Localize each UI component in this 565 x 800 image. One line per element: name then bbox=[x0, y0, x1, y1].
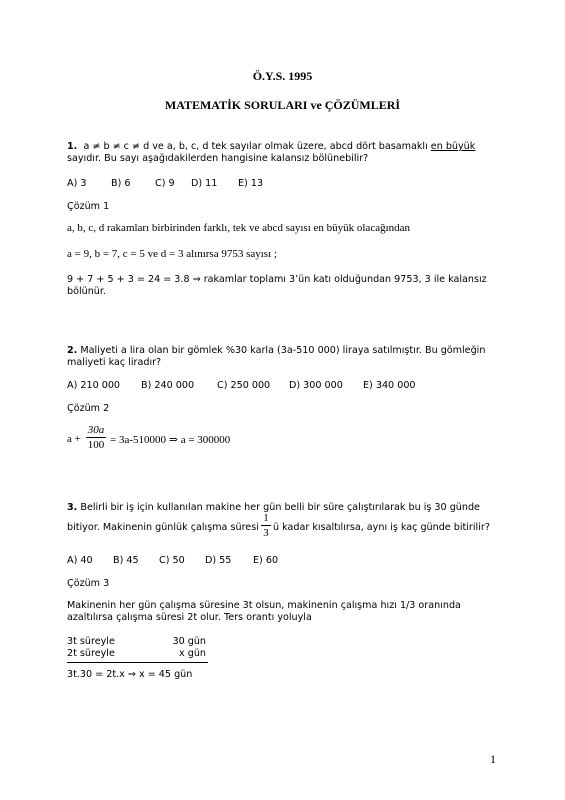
q2-text-line1 bbox=[67, 345, 485, 356]
q1-text-a: a ≠ b ≠ c ≠ d ve a, b, c, d tek sayılar olmak üzere, abcd dört basamaklı bbox=[83, 141, 431, 152]
q3-table-row1-right: 30 gün bbox=[172, 636, 206, 647]
q3-text-line2a: bitiyor. Makinenin günlük çalışma süresi bbox=[67, 522, 259, 533]
q3-option-a: A) 40 bbox=[67, 555, 93, 566]
q1-option-c: C) 9 bbox=[155, 178, 175, 189]
q3-result: 3t.30 = 2t.x ⇒ x = 45 gün bbox=[67, 669, 193, 680]
q3-fraction-numerator: 1 bbox=[263, 512, 269, 524]
q1-text-underlined: en büyük bbox=[430, 141, 476, 152]
q1-option-b: B) 6 bbox=[111, 178, 131, 189]
q2-equation-prefix: a + bbox=[67, 433, 81, 445]
q1-text-line1 bbox=[67, 141, 475, 152]
q2-number: 2. bbox=[67, 345, 78, 356]
q2-option-e: E) 340 000 bbox=[363, 380, 416, 391]
q1-solution-line3: 9 + 7 + 5 + 3 = 24 = 3.8 ⇒ rakamlar toplamı 3’ün katı olduğundan 9753, 3 ile kalansız bbox=[67, 274, 487, 285]
q3-text-a: Belirli bir iş için kullanılan makine her gün belli bir süre çalıştırılarak bu iş 30 günde bbox=[80, 502, 480, 513]
q2-fraction-numerator: 30a bbox=[87, 424, 105, 436]
q1-solution-line4: bölünür. bbox=[67, 286, 106, 297]
q3-fraction-bar bbox=[261, 525, 271, 526]
q3-table-row2-right: x gün bbox=[179, 648, 206, 659]
q3-fraction-denominator: 3 bbox=[263, 527, 269, 539]
page-subtitle: MATEMATİK SORULARI ve ÇÖZÜMLERİ bbox=[164, 98, 401, 112]
q1-number: 1. bbox=[67, 141, 78, 152]
q3-number: 3. bbox=[67, 502, 78, 513]
q3-solution-label: Çözüm 3 bbox=[67, 578, 110, 589]
q3-fraction bbox=[261, 512, 271, 539]
q1-options bbox=[67, 178, 263, 189]
q2-solution-label: Çözüm 2 bbox=[67, 403, 110, 414]
q3-solution-line1: Makinenin her gün çalışma süresine 3t olsun, makinenin çalışma hızı 1/3 oranında bbox=[67, 600, 461, 611]
q2-fraction-bar bbox=[86, 437, 106, 438]
q1-option-e: E) 13 bbox=[238, 178, 264, 189]
q2-fraction bbox=[86, 424, 106, 451]
q2-option-d: D) 300 000 bbox=[289, 380, 343, 391]
q3-option-e: E) 60 bbox=[253, 555, 279, 566]
q2-text-line2: maliyeti kaç liradır? bbox=[67, 357, 162, 368]
q2-text-a: Maliyeti a lira olan bir gömlek %30 karla (3a-510 000) liraya satılmıştır. Bu gömleğin bbox=[80, 345, 486, 356]
q3-options bbox=[67, 555, 278, 566]
q3-table-row1-left: 3t süreyle bbox=[67, 636, 115, 647]
q3-text-line1 bbox=[67, 502, 480, 513]
q3-table-row2-left: 2t süreyle bbox=[67, 648, 115, 659]
q3-solution-line2: azaltılırsa çalışma süresi 2t olur. Ters orantı yoluyla bbox=[67, 612, 312, 623]
q1-option-d: D) 11 bbox=[191, 178, 218, 189]
q1-solution-line2: a = 9, b = 7, c = 5 ve d = 3 alınırsa 9753 sayısı ; bbox=[67, 248, 277, 260]
q2-option-a: A) 210 000 bbox=[67, 380, 121, 391]
q2-equation-suffix: = 3a-510000 ⇒ a = 300000 bbox=[110, 434, 231, 446]
page-title: Ö.Y.S. 1995 bbox=[252, 69, 313, 83]
q2-options bbox=[67, 380, 416, 391]
q1-text-line2: sayıdır. Bu sayı aşağıdakilerden hangisine kalansız bölünebilir? bbox=[67, 153, 369, 164]
q1-solution-line1: a, b, c, d rakamları birbirinden farklı, tek ve abcd sayısı en büyük olacağından bbox=[67, 222, 411, 234]
q3-table-divider bbox=[67, 662, 208, 663]
q1-solution-label: Çözüm 1 bbox=[67, 201, 110, 212]
q3-option-b: B) 45 bbox=[113, 555, 139, 566]
page-number: 1 bbox=[490, 752, 496, 766]
q3-text-line2b: ü kadar kısaltılırsa, aynı iş kaç günde bitirilir? bbox=[273, 522, 490, 533]
q3-option-d: D) 55 bbox=[205, 555, 232, 566]
q1-option-a: A) 3 bbox=[67, 178, 87, 189]
q2-option-c: C) 250 000 bbox=[217, 380, 271, 391]
q3-option-c: C) 50 bbox=[159, 555, 185, 566]
q2-fraction-denominator: 100 bbox=[87, 439, 105, 451]
q2-option-b: B) 240 000 bbox=[141, 380, 195, 391]
